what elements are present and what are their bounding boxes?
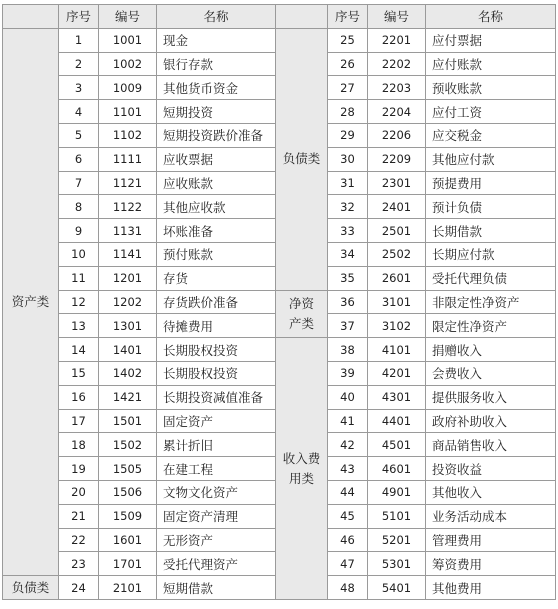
- seq-cell: 37: [328, 314, 368, 338]
- code-cell: 2201: [368, 28, 426, 52]
- account-name-cell: 其他收入: [426, 480, 556, 504]
- seq-cell: 43: [328, 457, 368, 481]
- seq-cell: 9: [59, 219, 99, 243]
- category-net-assets: [276, 290, 328, 338]
- code-cell: 1401: [99, 338, 157, 362]
- seq-cell: 31: [328, 171, 368, 195]
- category-label: 收入费: [282, 450, 321, 466]
- code-cell: 1121: [99, 171, 157, 195]
- code-cell: 1141: [99, 242, 157, 266]
- account-name-cell: 坏账准备: [157, 219, 276, 243]
- code-cell: 1009: [99, 76, 157, 100]
- seq-cell: 42: [328, 433, 368, 457]
- account-name-cell: 其他应收款: [157, 195, 276, 219]
- seq-cell: 28: [328, 100, 368, 124]
- account-name-cell: 应付票据: [426, 28, 556, 52]
- account-name-cell: 存货跌价准备: [157, 290, 276, 314]
- code-cell: 1701: [99, 552, 157, 576]
- account-code-table: [2, 4, 556, 600]
- category-label: 产类: [288, 315, 314, 331]
- code-cell: 2204: [368, 100, 426, 124]
- category-revenue-expense: [276, 338, 328, 600]
- code-cell: 1101: [99, 100, 157, 124]
- account-name-cell: 投资收益: [426, 457, 556, 481]
- account-name-cell: 提供服务收入: [426, 385, 556, 409]
- code-cell: 1001: [99, 28, 157, 52]
- category-liabilities: [276, 28, 328, 290]
- account-name-cell: 筹资费用: [426, 552, 556, 576]
- account-name-cell: 预收账款: [426, 76, 556, 100]
- account-name-cell: 长期股权投资: [157, 361, 276, 385]
- account-name-cell: 应付账款: [426, 52, 556, 76]
- account-name-cell: 应交税金: [426, 123, 556, 147]
- seq-cell: 36: [328, 290, 368, 314]
- account-name-cell: 累计折旧: [157, 433, 276, 457]
- account-name-cell: 业务活动成本: [426, 504, 556, 528]
- account-name-cell: 待摊费用: [157, 314, 276, 338]
- seq-cell: 16: [59, 385, 99, 409]
- code-cell: 4301: [368, 385, 426, 409]
- account-name-cell: 限定性净资产: [426, 314, 556, 338]
- seq-cell: 48: [328, 576, 368, 600]
- seq-cell: 47: [328, 552, 368, 576]
- account-name-cell: 受托代理负债: [426, 266, 556, 290]
- account-name-cell: 长期借款: [426, 219, 556, 243]
- code-cell: 4201: [368, 361, 426, 385]
- code-cell: 1502: [99, 433, 157, 457]
- code-cell: 4601: [368, 457, 426, 481]
- code-cell: 1102: [99, 123, 157, 147]
- code-cell: 1402: [99, 361, 157, 385]
- seq-cell: 38: [328, 338, 368, 362]
- account-name-cell: 长期应付款: [426, 242, 556, 266]
- seq-cell: 27: [328, 76, 368, 100]
- seq-cell: 10: [59, 242, 99, 266]
- code-cell: 4401: [368, 409, 426, 433]
- account-name-cell: 无形资产: [157, 528, 276, 552]
- header-name: 名称: [157, 5, 276, 29]
- code-cell: 2209: [368, 147, 426, 171]
- seq-cell: 46: [328, 528, 368, 552]
- seq-cell: 4: [59, 100, 99, 124]
- seq-cell: 23: [59, 552, 99, 576]
- seq-cell: 39: [328, 361, 368, 385]
- category-label: 资产类: [11, 293, 50, 309]
- code-cell: 5301: [368, 552, 426, 576]
- seq-cell: 18: [59, 433, 99, 457]
- header-seq: 序号: [59, 5, 99, 29]
- code-cell: 1002: [99, 52, 157, 76]
- code-cell: 1201: [99, 266, 157, 290]
- code-cell: 5201: [368, 528, 426, 552]
- code-cell: 5401: [368, 576, 426, 600]
- seq-cell: 13: [59, 314, 99, 338]
- seq-cell: 20: [59, 480, 99, 504]
- seq-cell: 3: [59, 76, 99, 100]
- account-name-cell: 其他应付款: [426, 147, 556, 171]
- header-code: 编号: [99, 5, 157, 29]
- seq-cell: 21: [59, 504, 99, 528]
- seq-cell: 22: [59, 528, 99, 552]
- code-cell: 1509: [99, 504, 157, 528]
- seq-cell: 33: [328, 219, 368, 243]
- account-name-cell: 固定资产: [157, 409, 276, 433]
- seq-cell: 12: [59, 290, 99, 314]
- account-name-cell: 捐赠收入: [426, 338, 556, 362]
- account-name-cell: 政府补助收入: [426, 409, 556, 433]
- header-code: 编号: [368, 5, 426, 29]
- seq-cell: 32: [328, 195, 368, 219]
- seq-cell: 19: [59, 457, 99, 481]
- code-cell: 2501: [368, 219, 426, 243]
- code-cell: 1131: [99, 219, 157, 243]
- seq-cell: 6: [59, 147, 99, 171]
- code-cell: 2206: [368, 123, 426, 147]
- seq-cell: 35: [328, 266, 368, 290]
- account-name-cell: 应收账款: [157, 171, 276, 195]
- seq-cell: 5: [59, 123, 99, 147]
- category-label: 净资: [288, 295, 314, 311]
- account-name-cell: 短期借款: [157, 576, 276, 600]
- table-row: [3, 28, 556, 52]
- seq-cell: 11: [59, 266, 99, 290]
- code-cell: 3102: [368, 314, 426, 338]
- account-name-cell: 应收票据: [157, 147, 276, 171]
- header-name: 名称: [426, 5, 556, 29]
- seq-cell: 40: [328, 385, 368, 409]
- account-name-cell: 短期投资跌价准备: [157, 123, 276, 147]
- table-row: [3, 290, 556, 314]
- code-cell: 2301: [368, 171, 426, 195]
- seq-cell: 15: [59, 361, 99, 385]
- seq-cell: 26: [328, 52, 368, 76]
- account-name-cell: 商品销售收入: [426, 433, 556, 457]
- account-table-wrapper: [2, 4, 556, 600]
- code-cell: 1122: [99, 195, 157, 219]
- account-name-cell: 现金: [157, 28, 276, 52]
- account-name-cell: 受托代理资产: [157, 552, 276, 576]
- table-row: [3, 338, 556, 362]
- code-cell: 2203: [368, 76, 426, 100]
- seq-cell: 34: [328, 242, 368, 266]
- code-cell: 2202: [368, 52, 426, 76]
- account-name-cell: 其他费用: [426, 576, 556, 600]
- seq-cell: 41: [328, 409, 368, 433]
- code-cell: 2401: [368, 195, 426, 219]
- account-name-cell: 其他货币资金: [157, 76, 276, 100]
- code-cell: 4501: [368, 433, 426, 457]
- account-name-cell: 存货: [157, 266, 276, 290]
- category-assets: [3, 28, 59, 575]
- seq-cell: 2: [59, 52, 99, 76]
- header-category: [276, 5, 328, 29]
- code-cell: 4101: [368, 338, 426, 362]
- account-name-cell: 预付账款: [157, 242, 276, 266]
- seq-cell: 1: [59, 28, 99, 52]
- code-cell: 3101: [368, 290, 426, 314]
- seq-cell: 8: [59, 195, 99, 219]
- seq-cell: 44: [328, 480, 368, 504]
- account-name-cell: 银行存款: [157, 52, 276, 76]
- account-name-cell: 非限定性净资产: [426, 290, 556, 314]
- category-label: 用类: [288, 470, 314, 486]
- account-name-cell: 管理费用: [426, 528, 556, 552]
- account-name-cell: 文物文化资产: [157, 480, 276, 504]
- account-name-cell: 长期股权投资: [157, 338, 276, 362]
- account-name-cell: 预提费用: [426, 171, 556, 195]
- code-cell: 1505: [99, 457, 157, 481]
- code-cell: 5101: [368, 504, 426, 528]
- account-name-cell: 短期投资: [157, 100, 276, 124]
- seq-cell: 25: [328, 28, 368, 52]
- account-name-cell: 预计负债: [426, 195, 556, 219]
- seq-cell: 17: [59, 409, 99, 433]
- category-label: 负债类: [282, 151, 321, 167]
- code-cell: 2101: [99, 576, 157, 600]
- seq-cell: 29: [328, 123, 368, 147]
- code-cell: 2502: [368, 242, 426, 266]
- code-cell: 1202: [99, 290, 157, 314]
- code-cell: 4901: [368, 480, 426, 504]
- header-category: [3, 5, 59, 29]
- code-cell: 2601: [368, 266, 426, 290]
- seq-cell: 45: [328, 504, 368, 528]
- account-name-cell: 长期投资减值准备: [157, 385, 276, 409]
- code-cell: 1506: [99, 480, 157, 504]
- account-name-cell: 固定资产清理: [157, 504, 276, 528]
- account-name-cell: 会费收入: [426, 361, 556, 385]
- category-label: 负债类: [11, 579, 50, 595]
- seq-cell: 14: [59, 338, 99, 362]
- account-name-cell: 应付工资: [426, 100, 556, 124]
- code-cell: 1421: [99, 385, 157, 409]
- header-seq: 序号: [328, 5, 368, 29]
- seq-cell: 24: [59, 576, 99, 600]
- code-cell: 1111: [99, 147, 157, 171]
- header-row: [3, 5, 556, 29]
- seq-cell: 30: [328, 147, 368, 171]
- account-name-cell: 在建工程: [157, 457, 276, 481]
- code-cell: 1501: [99, 409, 157, 433]
- category-liabilities: [3, 576, 59, 600]
- code-cell: 1601: [99, 528, 157, 552]
- code-cell: 1301: [99, 314, 157, 338]
- seq-cell: 7: [59, 171, 99, 195]
